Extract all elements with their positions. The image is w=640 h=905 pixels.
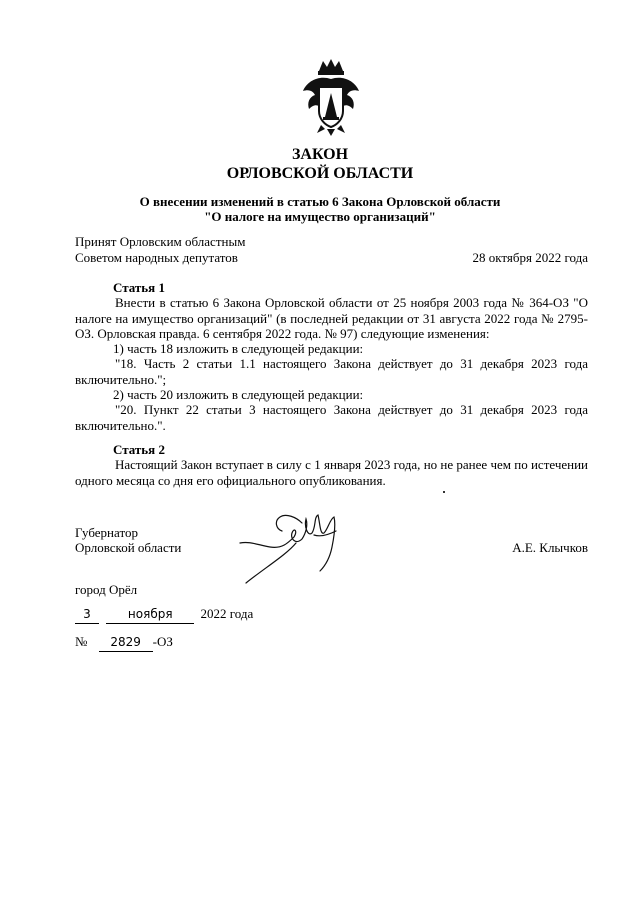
date-day: 3 [75,607,99,624]
signatory-position-line-1: Губернатор [75,525,138,540]
article-1-intro: Внести в статью 6 Закона Орловской области от 25 ноября 2003 года № 364-ОЗ "О налоге на имущество организаций" (в последней редакции от 31 августа 2022 года № 2795-ОЗ. Орловская правда. 6 сентября 2022 года. № 97) следующие изменения: [75,295,588,341]
stray-dot [443,491,445,493]
adoption-body-line-2: Советом народных депутатов [75,250,238,265]
number-suffix: -ОЗ [152,634,173,649]
number-prefix: № [75,634,88,649]
handwritten-signature [236,505,346,590]
number-line [75,634,173,652]
date-line [75,606,253,624]
adoption-body-line-1: Принят Орловским областным [75,234,246,249]
document-type-heading: ЗАКОН [291,146,349,163]
article-1-item-1-text: "18. Часть 2 статьи 1.1 настоящего Закона действует до 31 декабря 2023 года включительно."; [75,356,588,387]
date-month: ноября [106,607,194,624]
subject-line-2: "О налоге на имущество организаций" [204,209,436,224]
law-number: 2829 [99,635,153,652]
article-1-heading: Статья 1 [113,280,165,295]
article-2-heading: Статья 2 [113,442,165,457]
article-1-item-2: 2) часть 20 изложить в следующей редакции: [113,387,364,402]
adoption-date: 28 октября 2022 года [472,250,588,265]
article-2-text: Настоящий Закон вступает в силу с 1 января 2023 года, но не ранее чем по истечении одного месяца со дня его официального опубликования. [75,457,588,488]
signatory-name: А.Е. Клычков [512,540,588,555]
date-year: 2022 года [200,606,254,621]
subject-line-1: О внесении изменений в статью 6 Закона Орловской области [139,194,501,209]
coat-of-arms-emblem [299,57,363,137]
city: город Орёл [75,582,138,597]
region-heading: ОРЛОВСКОЙ ОБЛАСТИ [226,165,414,182]
signatory-position-line-2: Орловской области [75,540,182,555]
article-1-item-2-text: "20. Пункт 22 статьи 3 настоящего Закона действует до 31 декабря 2023 года включительно.". [75,402,588,433]
article-1-item-1: 1) часть 18 изложить в следующей редакции: [113,341,364,356]
